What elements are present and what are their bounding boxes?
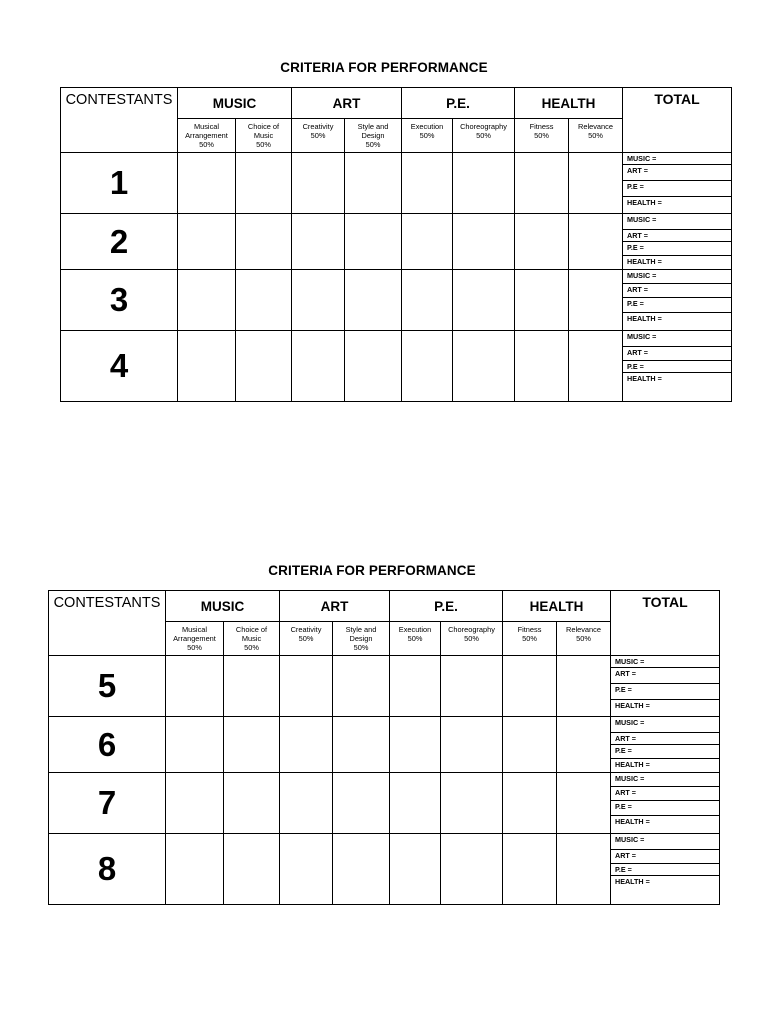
criterion-label-line: Execution (398, 625, 432, 634)
score-cell[interactable] (503, 834, 557, 905)
criterion-label-line: 50% (419, 131, 435, 140)
criterion-label-line: Music (241, 634, 262, 643)
score-cell[interactable] (333, 656, 390, 717)
category-header: P.E. (402, 88, 515, 119)
score-cell[interactable] (557, 717, 611, 773)
contestant-number: 5 (49, 656, 166, 717)
total-line[interactable]: ART = (611, 668, 719, 684)
total-line[interactable]: MUSIC = (611, 717, 719, 733)
contestant-number: 6 (49, 717, 166, 773)
criterion-label-line: 50% (534, 131, 549, 140)
total-line[interactable]: HEALTH = (627, 257, 662, 266)
criterion-label-line: 50% (522, 634, 537, 643)
criterion-label-line: Music (253, 131, 274, 140)
total-line[interactable]: HEALTH = (627, 374, 662, 383)
total-cell (611, 656, 720, 717)
total-line[interactable]: HEALTH = (615, 817, 650, 826)
score-cell[interactable] (390, 717, 441, 773)
score-cell[interactable] (441, 834, 503, 905)
score-cell[interactable] (166, 773, 224, 834)
score-cell[interactable] (166, 656, 224, 717)
total-line[interactable]: P.E = (611, 684, 719, 700)
criterion-label-line: Musical (193, 122, 220, 131)
total-line[interactable]: P.E = (623, 181, 731, 197)
total-line[interactable]: MUSIC = (611, 834, 719, 850)
score-cell[interactable] (224, 717, 280, 773)
criterion-label-line: 50% (588, 131, 603, 140)
criterion-header (166, 622, 224, 656)
category-header: HEALTH (515, 88, 623, 119)
contestant-number: 7 (49, 773, 166, 834)
total-line[interactable]: MUSIC = (623, 331, 731, 347)
criterion-header (441, 622, 503, 656)
criterion-header (280, 622, 333, 656)
score-cell[interactable] (390, 773, 441, 834)
criterion-label-line: 50% (407, 634, 423, 643)
score-cell[interactable] (503, 717, 557, 773)
total-header: TOTAL (623, 88, 732, 153)
contestant-row (49, 834, 720, 905)
contestant-number: 4 (61, 331, 178, 402)
score-cell[interactable] (166, 834, 224, 905)
total-line[interactable]: ART = (623, 284, 731, 298)
criterion-label-line: 50% (576, 634, 591, 643)
total-line[interactable]: ART = (611, 787, 719, 801)
criterion-label-line: Choice of (235, 625, 268, 634)
total-line[interactable]: HEALTH = (615, 701, 650, 710)
category-header: MUSIC (178, 88, 292, 119)
criterion-label-line: Choreography (460, 122, 507, 131)
criterion-label-line: Creativity (302, 122, 334, 131)
score-cell[interactable] (557, 834, 611, 905)
contestant-row (49, 656, 720, 717)
score-cell[interactable] (333, 773, 390, 834)
sheet-title: CRITERIA FOR PERFORMANCE (268, 563, 476, 578)
total-line[interactable]: ART = (623, 230, 731, 242)
contestant-number: 8 (49, 834, 166, 905)
total-cell (611, 834, 720, 905)
total-line[interactable]: HEALTH = (627, 314, 662, 323)
criterion-label-line: 50% (310, 131, 326, 140)
score-cell[interactable] (280, 834, 333, 905)
score-cell[interactable] (333, 717, 390, 773)
criterion-header (503, 622, 557, 656)
contestants-header: CONTESTANTS (49, 591, 166, 656)
total-line[interactable]: ART = (623, 347, 731, 361)
criterion-label-line: 50% (365, 140, 381, 149)
criterion-header (224, 622, 280, 656)
category-header: ART (280, 591, 390, 622)
total-line[interactable]: MUSIC = (623, 270, 731, 284)
criterion-header (390, 622, 441, 656)
total-line[interactable]: ART = (611, 850, 719, 864)
category-header-row (49, 591, 720, 622)
total-line[interactable]: MUSIC = (623, 214, 731, 230)
total-line[interactable]: MUSIC = (611, 656, 719, 668)
score-cell[interactable] (390, 834, 441, 905)
total-cell (611, 717, 720, 773)
total-line[interactable]: MUSIC = (623, 153, 731, 165)
criterion-label-line: Execution (410, 122, 444, 131)
criterion-label-line: 50% (187, 643, 202, 652)
contestant-number: 2 (61, 214, 178, 270)
criterion-label-line: Fitness (529, 122, 554, 131)
criterion-label-line: Relevance (578, 122, 613, 131)
score-cell[interactable] (441, 656, 503, 717)
total-line[interactable]: ART = (611, 733, 719, 745)
total-line[interactable]: P.E = (623, 242, 731, 256)
total-cell (611, 773, 720, 834)
contestants-header: CONTESTANTS (61, 88, 178, 153)
criterion-label-line: Style and (345, 625, 377, 634)
contestant-row (49, 717, 720, 773)
criterion-label-line: Choice of (247, 122, 280, 131)
total-line[interactable]: P.E = (623, 361, 731, 373)
criterion-label-line: Creativity (290, 625, 322, 634)
total-line[interactable]: MUSIC = (611, 773, 719, 787)
criterion-header (557, 622, 611, 656)
score-cell[interactable] (441, 773, 503, 834)
category-header: ART (292, 88, 402, 119)
score-cell[interactable] (441, 717, 503, 773)
criterion-label-line: 50% (244, 643, 259, 652)
total-header: TOTAL (611, 591, 720, 656)
score-cell[interactable] (280, 656, 333, 717)
category-header: P.E. (390, 591, 503, 622)
score-cell[interactable] (503, 656, 557, 717)
category-header: HEALTH (503, 591, 611, 622)
criterion-label-line: Arrangement (173, 634, 216, 643)
score-cell[interactable] (280, 773, 333, 834)
sheet-title: CRITERIA FOR PERFORMANCE (280, 60, 488, 75)
criterion-label-line: Choreography (448, 625, 495, 634)
criterion-label-line: 50% (298, 634, 314, 643)
total-line[interactable]: P.E = (611, 864, 719, 876)
score-cell[interactable] (166, 717, 224, 773)
score-cell[interactable] (503, 773, 557, 834)
criterion-label-line: Style and (357, 122, 389, 131)
total-line[interactable]: HEALTH = (627, 198, 662, 207)
criterion-label-line: 50% (256, 140, 271, 149)
total-line[interactable]: ART = (623, 165, 731, 181)
criterion-label-line: 50% (353, 643, 369, 652)
criterion-label-line: 50% (464, 634, 479, 643)
total-line[interactable]: P.E = (611, 801, 719, 816)
criterion-label-line: Design (361, 131, 385, 140)
criterion-label-line: Fitness (517, 625, 542, 634)
criterion-label-line: Musical (181, 625, 208, 634)
contestant-row (49, 773, 720, 834)
criterion-label-line: Arrangement (185, 131, 228, 140)
score-cell[interactable] (224, 656, 280, 717)
score-cell[interactable] (557, 773, 611, 834)
total-line[interactable]: HEALTH = (615, 760, 650, 769)
criterion-label-line: Relevance (566, 625, 601, 634)
score-cell[interactable] (224, 773, 280, 834)
criterion-label-line: 50% (476, 131, 491, 140)
score-cell[interactable] (390, 656, 441, 717)
score-cell[interactable] (280, 717, 333, 773)
criteria-table (48, 590, 720, 905)
category-header: MUSIC (166, 591, 280, 622)
score-cell[interactable] (333, 834, 390, 905)
total-line[interactable]: P.E = (611, 745, 719, 759)
total-line[interactable]: P.E = (623, 298, 731, 313)
criterion-header (333, 622, 390, 656)
score-cell[interactable] (557, 656, 611, 717)
criterion-label-line: Design (349, 634, 373, 643)
total-line[interactable]: HEALTH = (615, 877, 650, 886)
criterion-label-line: 50% (199, 140, 214, 149)
contestant-number: 1 (61, 153, 178, 214)
score-cell[interactable] (224, 834, 280, 905)
contestant-number: 3 (61, 270, 178, 331)
